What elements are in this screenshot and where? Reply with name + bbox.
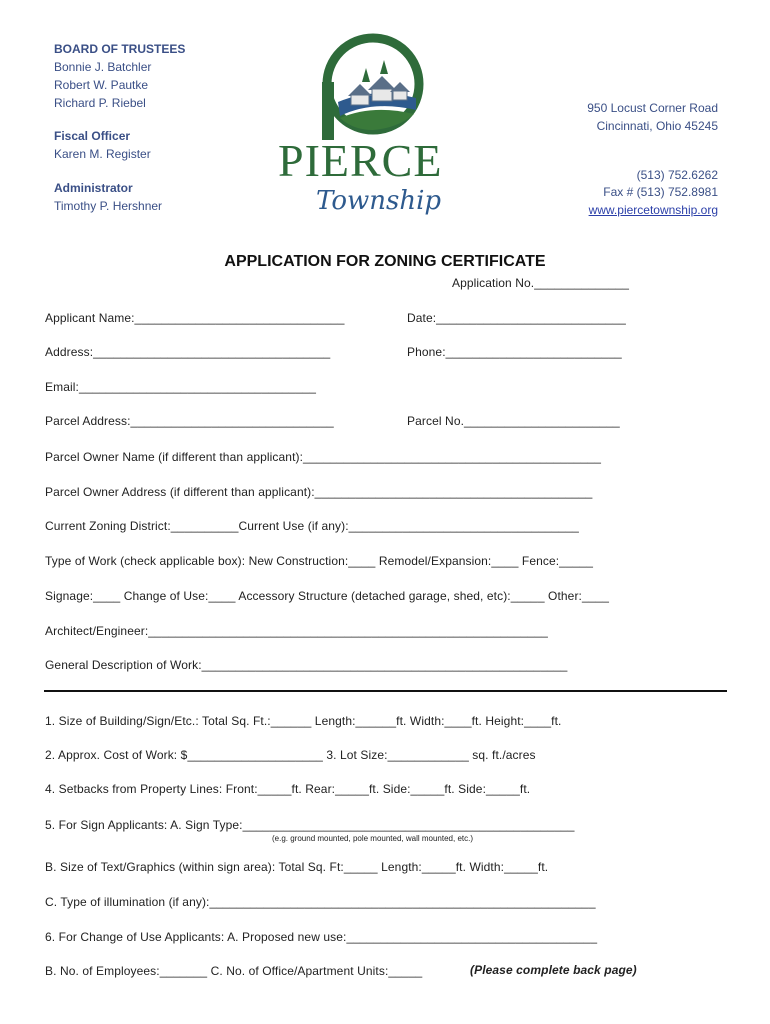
parcel-number-field[interactable]: Parcel No._______________________: [407, 414, 620, 428]
address-line-2: Cincinnati, Ohio 45245: [596, 119, 718, 133]
phone-field[interactable]: Phone:__________________________: [407, 345, 622, 359]
trustee-name: Richard P. Riebel: [54, 96, 146, 110]
signage-field[interactable]: Signage:____ Change of Use:____ Accessory Structure (detached garage, shed, etc):_____ Other:____: [45, 589, 610, 603]
applicant-name-field[interactable]: Applicant Name:_______________________________: [45, 311, 345, 325]
text-graphics-size-field[interactable]: B. Size of Text/Graphics (within sign area): Total Sq. Ft:_____ Length:_____ft. Width:_____ft.: [45, 860, 549, 874]
sign-type-hint: (e.g. ground mounted, pole mounted, wall mounted, etc.): [272, 834, 474, 843]
date-field[interactable]: Date:____________________________: [407, 311, 626, 325]
township-logo-emblem: [318, 32, 428, 142]
form-title: APPLICATION FOR ZONING CERTIFICATE: [224, 253, 546, 270]
logo-subtitle: Township: [316, 186, 442, 216]
phone-number: (513) 752.6262: [636, 168, 718, 182]
section-divider: [44, 690, 727, 692]
fiscal-officer-title: Fiscal Officer: [54, 129, 131, 143]
description-of-work-field[interactable]: General Description of Work:______________________________________________________: [45, 658, 568, 672]
trustee-name: Robert W. Pautke: [54, 78, 149, 92]
illumination-field[interactable]: C. Type of illumination (if any):_________________________________________________________: [45, 895, 596, 909]
building-size-field[interactable]: 1. Size of Building/Sign/Etc.: Total Sq. Ft.:______ Length:______ft. Width:____ft. Height:____ft.: [45, 714, 562, 728]
employees-units-field[interactable]: B. No. of Employees:_______ C. No. of Office/Apartment Units:_____: [45, 964, 423, 978]
board-title: BOARD OF TRUSTEES: [54, 42, 186, 56]
trustee-name: Bonnie J. Batchler: [54, 60, 152, 74]
email-field[interactable]: Email:___________________________________: [45, 380, 317, 394]
proposed-use-field[interactable]: 6. For Change of Use Applicants: A. Proposed new use:_____________________________________: [45, 930, 598, 944]
zoning-district-field[interactable]: Current Zoning District:__________Current Use (if any):__________________________________: [45, 519, 579, 533]
setbacks-field[interactable]: 4. Setbacks from Property Lines: Front:_____ft. Rear:_____ft. Side:_____ft. Side:_____ft.: [45, 782, 531, 796]
administrator-title: Administrator: [54, 181, 133, 195]
parcel-owner-name-field[interactable]: Parcel Owner Name (if different than applicant):____________________________________________: [45, 450, 602, 464]
address-line-1: 950 Locust Corner Road: [587, 101, 718, 115]
parcel-address-field[interactable]: Parcel Address:______________________________: [45, 414, 334, 428]
cost-and-lot-size-field[interactable]: 2. Approx. Cost of Work: $____________________ 3. Lot Size:____________ sq. ft./acres: [45, 748, 536, 762]
architect-engineer-field[interactable]: Architect/Engineer:___________________________________________________________: [45, 624, 548, 638]
type-of-work-field[interactable]: Type of Work (check applicable box): New Construction:____ Remodel/Expansion:____ Fence:_____: [45, 554, 594, 568]
address-field[interactable]: Address:___________________________________: [45, 345, 331, 359]
logo-wordmark: PIERCE: [278, 135, 443, 186]
administrator-name: Timothy P. Hershner: [54, 199, 163, 213]
back-page-note: (Please complete back page): [470, 963, 637, 977]
fiscal-officer-name: Karen M. Register: [54, 147, 151, 161]
fax-number: Fax # (513) 752.8981: [603, 185, 718, 199]
website-link[interactable]: www.piercetownship.org: [588, 203, 718, 217]
parcel-owner-address-field[interactable]: Parcel Owner Address (if different than applicant):_________________________________________: [45, 485, 593, 499]
sign-type-field[interactable]: 5. For Sign Applicants: A. Sign Type:_________________________________________________: [45, 818, 575, 832]
application-number-field[interactable]: Application No.______________: [452, 276, 630, 290]
